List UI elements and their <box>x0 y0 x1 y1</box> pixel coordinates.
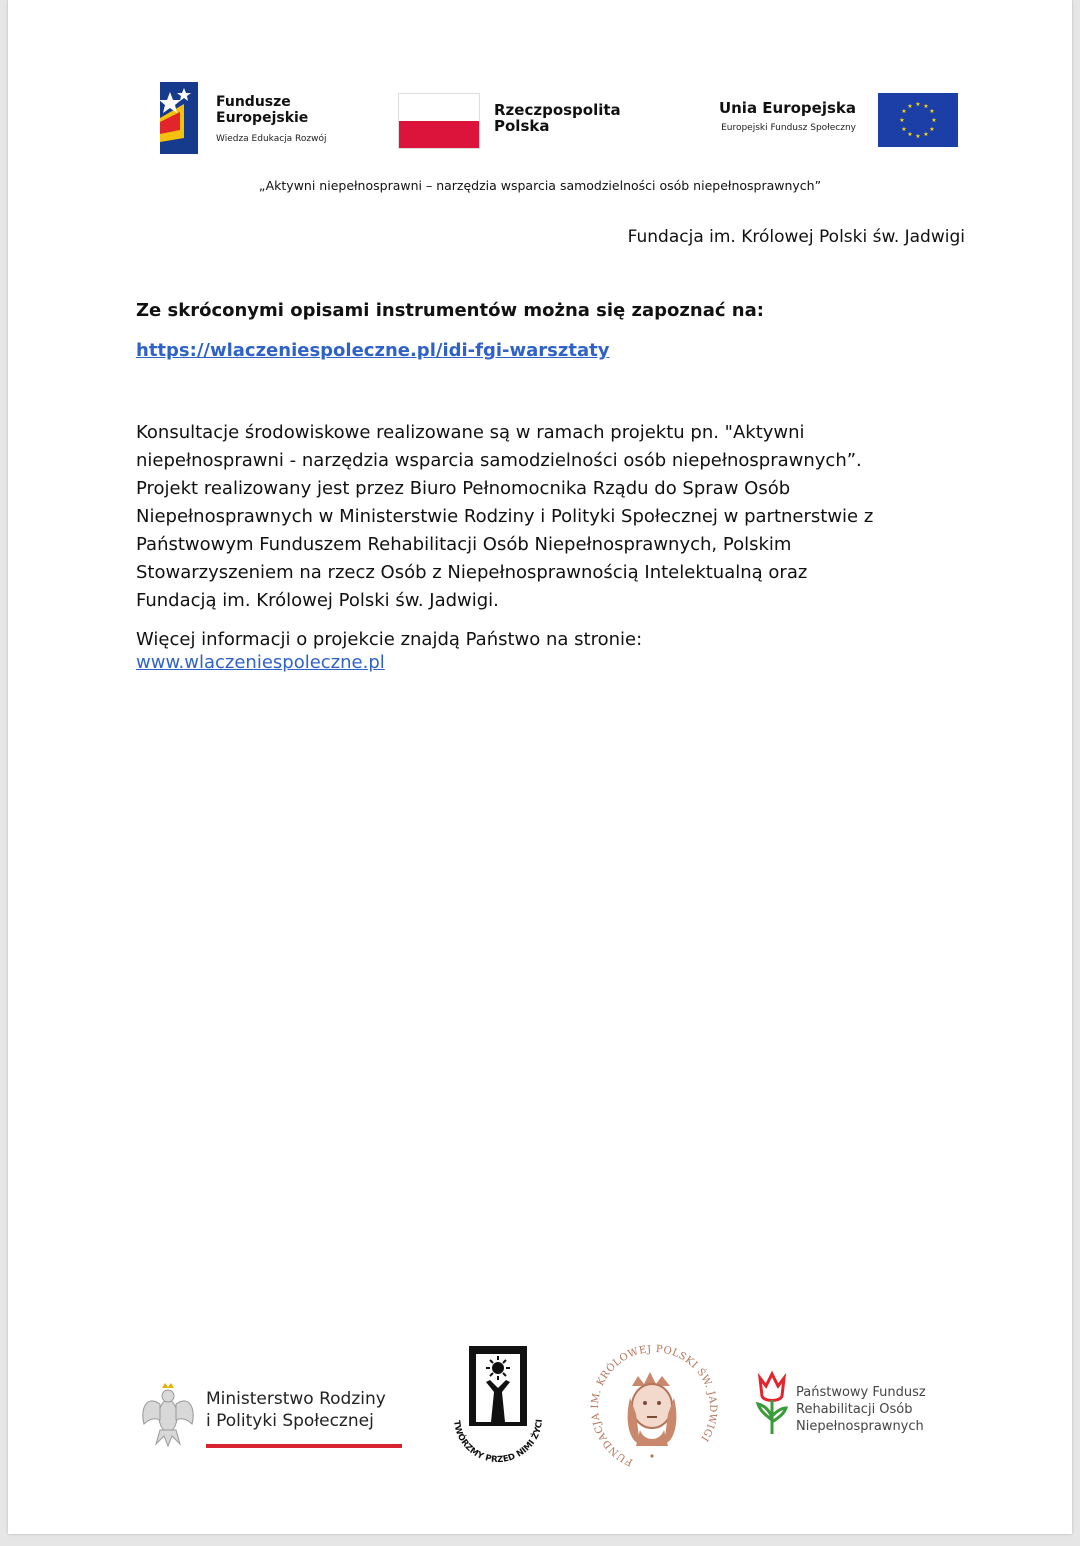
svg-text:★: ★ <box>907 103 913 110</box>
unia-europejska-logo <box>678 93 958 149</box>
foundation-name: Fundacja im. Królowej Polski św. Jadwigi <box>627 227 965 247</box>
project-title: „Aktywni niepełnosprawni – narzędzia wsparcia samodzielności osób niepełnosprawnych” <box>258 178 822 193</box>
svg-text:★: ★ <box>923 131 929 138</box>
svg-text:★: ★ <box>923 103 929 110</box>
pfron-tulip-icon <box>752 1370 792 1440</box>
rp-logo-name: Rzeczpospolita Polska <box>494 101 621 135</box>
website-link[interactable]: www.wlaczeniespoleczne.pl <box>136 652 385 673</box>
svg-text:★: ★ <box>907 131 913 138</box>
more-info-text: Więcej informacji o projekcie znajdą Państwo na stronie: <box>136 629 643 650</box>
svg-text:★: ★ <box>901 126 907 133</box>
svg-text:★: ★ <box>929 126 935 133</box>
poland-flag-icon <box>398 93 480 149</box>
description-line: Fundacją im. Królowej Polski św. Jadwigi. <box>136 590 499 611</box>
opp-logo-text: TWÓRZMY PRZED NIMI ŻYCI <box>451 1418 546 1466</box>
fe-logo-name: Fundusze Europejskie <box>216 94 309 126</box>
otworzmy-logo-icon <box>436 1340 560 1468</box>
fundacja-seal-logo <box>584 1342 724 1474</box>
instruments-link[interactable]: https://wlaczeniespoleczne.pl/idi-fgi-warsztaty <box>136 340 610 361</box>
eu-flag-icon <box>878 93 958 147</box>
eagle-emblem-icon <box>138 1380 198 1450</box>
ministry-red-bar <box>206 1444 402 1448</box>
svg-text:★: ★ <box>931 117 937 124</box>
description-line: Niepełnosprawnych w Ministerstwie Rodziny i Polityki Społecznej w partnerstwie z <box>136 506 874 527</box>
fundacja-seal-icon <box>584 1342 724 1474</box>
description-line: Stowarzyszeniem na rzecz Osób z Niepełnosprawnością Intelektualną oraz <box>136 562 808 583</box>
pfron-name: Państwowy Fundusz Rehabilitacji Osób Niepełnosprawnych <box>796 1385 926 1434</box>
description-line: niepełnosprawni - narzędzia wsparcia samodzielności osób niepełnosprawnych”. <box>136 450 862 471</box>
rzeczpospolita-polska-logo <box>398 93 658 149</box>
seal-text: FUNDACJA IM. KRÓLOWEJ POLSKI ŚW. JADWIGI <box>590 1343 719 1468</box>
fundusze-europejskie-logo <box>156 82 376 156</box>
svg-text:★: ★ <box>901 108 907 115</box>
fundusze-europejskie-icon <box>156 82 200 154</box>
ue-logo-name: Unia Europejska <box>718 99 856 117</box>
pfron-logo <box>752 1370 952 1450</box>
svg-text:★: ★ <box>899 117 905 124</box>
description-line: Projekt realizowany jest przez Biuro Pełnomocnika Rządu do Spraw Osób <box>136 478 791 499</box>
svg-text:★: ★ <box>915 133 921 140</box>
project-description <box>136 419 986 615</box>
ministry-logo <box>138 1380 418 1460</box>
svg-text:★: ★ <box>929 108 935 115</box>
description-line: Konsultacje środowiskowe realizowane są w ramach projektu pn. "Aktywni <box>136 422 805 443</box>
ue-logo-subtitle: Europejski Fundusz Społeczny <box>721 123 856 133</box>
otworzmy-przed-nimi-zycie-logo <box>436 1340 560 1468</box>
instruments-heading: Ze skróconymi opisami instrumentów można się zapoznać na: <box>136 300 764 321</box>
description-line: Państwowym Funduszem Rehabilitacji Osób Niepełnosprawnych, Polskim <box>136 534 792 555</box>
fe-logo-subtitle: Wiedza Edukacja Rozwój <box>216 134 327 144</box>
svg-text:★: ★ <box>915 101 921 108</box>
ministry-name: Ministerstwo Rodziny i Polityki Społecznej <box>206 1389 386 1431</box>
document-page <box>8 0 1072 1534</box>
